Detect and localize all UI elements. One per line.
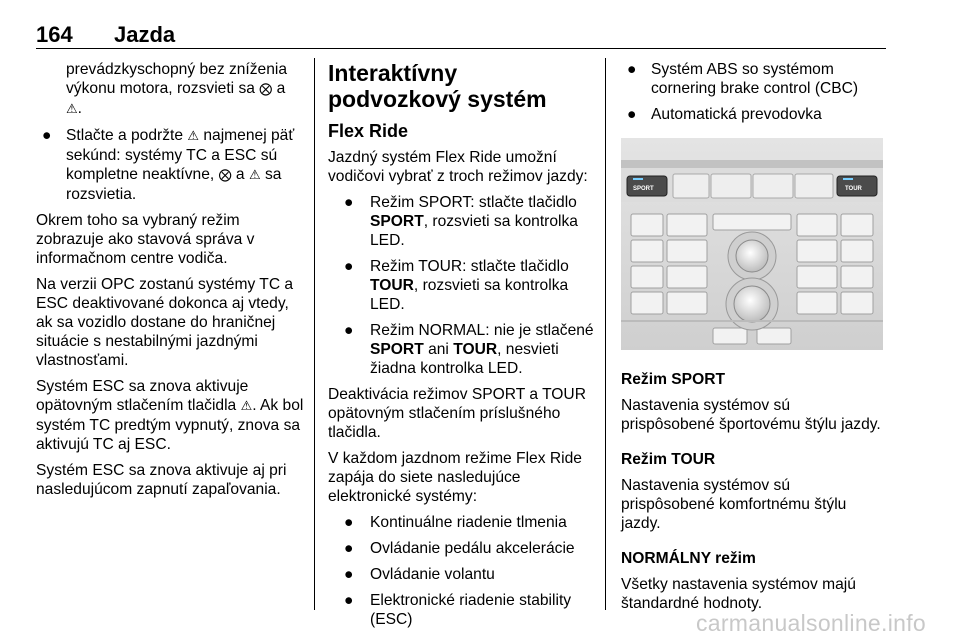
text: sa rozsvietia. — [66, 166, 282, 203]
list-item — [328, 193, 594, 250]
sport-button-label: SPORT — [633, 186, 654, 192]
list-item — [328, 513, 594, 532]
text: Ovládanie volantu — [370, 566, 495, 583]
bullet: ● — [344, 194, 354, 211]
bullet: ● — [344, 566, 354, 583]
paragraph: V každom jazdnom režime Flex Ride zapája do siete nasledujúce elektronické systémy: — [328, 450, 582, 505]
sport-label: SPORT — [370, 213, 424, 230]
list-item — [621, 105, 883, 124]
column-divider-1 — [314, 58, 315, 610]
list-item — [621, 60, 883, 98]
column-1 — [36, 60, 304, 506]
chapter-title: Jazda — [114, 22, 176, 47]
text: Systém ABS so systémom cornering brake control (CBC) — [651, 61, 859, 97]
text: ani — [428, 341, 449, 358]
bullet: ● — [344, 322, 354, 339]
paragraph: Deaktivácia režimov SPORT a TOUR opätovným stlačením príslušného tlačidla. — [328, 386, 586, 441]
sport-label: SPORT — [370, 341, 424, 358]
lower-knob — [734, 286, 770, 322]
list-item — [328, 591, 594, 629]
text: , nesvieti žiadna kontrolka LED. — [370, 341, 559, 377]
list-item — [328, 257, 594, 314]
text: Stlačte a podržte — [66, 127, 184, 144]
sport-mode-title: Režim SPORT — [621, 371, 725, 388]
text: a — [235, 166, 245, 183]
tc-off-icon: ⨂ — [259, 82, 273, 97]
bullet: ● — [344, 514, 354, 531]
bullet: ● — [627, 61, 637, 78]
console-illustration — [621, 138, 883, 350]
text: najmenej päť sekúnd: systémy TC a ESC sú kompletne neaktívne, — [66, 127, 295, 183]
text: a — [276, 80, 286, 97]
normal-mode-title: NORMÁLNY režim — [621, 550, 756, 567]
bullet: ● — [627, 106, 637, 123]
list-item — [36, 126, 304, 204]
text: Kontinuálne riadenie tlmenia — [370, 514, 567, 531]
paragraph-continued: prevádzkyschopný bez zníženia výkonu motora, rozsvieti sa ⨂ a ⚠. — [66, 61, 288, 117]
column-divider-2 — [605, 58, 606, 610]
paragraph: Na verzii OPC zostanú systémy TC a ESC deaktivované dokonca aj vtedy, ak sa vozidlo dostane do hraničnej situácie s nestabilnými jazdnými vlastnosťami. — [36, 276, 294, 369]
tour-button-label: TOUR — [845, 186, 862, 192]
bullet: ● — [344, 258, 354, 275]
paragraph: Nastavenia systémov sú prispôsobené športovému štýlu jazdy. — [621, 397, 881, 433]
tour-label: TOUR — [453, 341, 498, 358]
text: . Ak bol systém TC predtým vypnutý, znova sa aktivujú TC aj ESC. — [36, 397, 304, 453]
upper-knob — [736, 240, 768, 272]
column-2 — [328, 60, 594, 636]
console-photo — [621, 138, 883, 350]
tc-off-icon: ⨂ — [218, 168, 232, 183]
text: Režim TOUR: stlačte tlačidlo — [370, 258, 569, 275]
list-item — [328, 565, 594, 584]
bullet: ● — [344, 592, 354, 609]
section-title: Interaktívny podvozkový systém — [328, 60, 547, 112]
esc-button-icon: ⚠ — [240, 399, 253, 414]
subsection-title: Flex Ride — [328, 121, 409, 141]
esc-warning-icon: ⚠ — [248, 168, 261, 183]
esc-button-icon: ⚠ — [187, 129, 200, 144]
paragraph: Okrem toho sa vybraný režim zobrazuje ako stavová správa v informačnom centre vodiča. — [36, 212, 255, 267]
tour-label: TOUR — [370, 277, 414, 294]
page-number: 164 — [36, 22, 73, 47]
column-3 — [621, 60, 883, 620]
text: Automatická prevodovka — [651, 106, 822, 123]
text: Ovládanie pedálu akcelerácie — [370, 540, 575, 557]
text: Režim SPORT: stlačte tlačidlo — [370, 194, 577, 211]
esc-warning-icon: ⚠ — [66, 102, 78, 117]
tour-mode-title: Režim TOUR — [621, 451, 716, 468]
paragraph: Všetky nastavenia systémov majú štandardné hodnoty. — [621, 576, 856, 612]
list-item — [328, 539, 594, 558]
text: , rozsvieti sa kontrolka LED. — [370, 213, 578, 249]
text: prevádzkyschopný bez zníženia výkonu motora, rozsvieti sa — [66, 61, 288, 97]
paragraph — [36, 377, 304, 454]
list-item — [328, 321, 594, 378]
bullet: ● — [42, 127, 52, 144]
header-rule — [36, 48, 886, 49]
text: Systém ESC sa znova aktivuje opätovným stlačením tlačidla — [36, 378, 249, 414]
text: Elektronické riadenie stability (ESC) — [370, 592, 572, 628]
paragraph: Jazdný systém Flex Ride umožní vodičovi vybrať z troch režimov jazdy: — [328, 149, 588, 185]
text: Režim NORMAL: nie je stlačené — [370, 322, 594, 339]
paragraph: Systém ESC sa znova aktivuje aj pri nasledujúcom zapnutí zapaľovania. — [36, 462, 287, 498]
bullet: ● — [344, 540, 354, 557]
text: , rozsvieti sa kontrolka LED. — [370, 277, 569, 313]
paragraph: Nastavenia systémov sú prispôsobené komfortnému štýlu jazdy. — [621, 477, 847, 532]
watermark: carmanualsonline.info — [695, 610, 926, 636]
